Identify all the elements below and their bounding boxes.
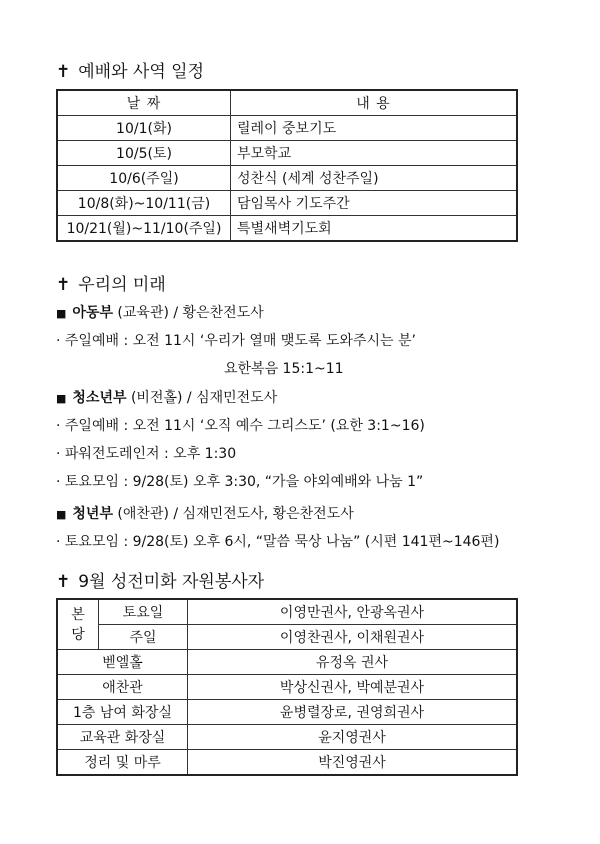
children-scripture-line: 요한복음 15:1~11 (224, 361, 344, 377)
place-cell: 1층 남여 화장실 (57, 700, 188, 725)
table-row (57, 725, 517, 750)
table-row (57, 700, 517, 725)
youth-saturday-line: · 토요모임 : 9/28(토) 오후 3:30, “가을 야외예배와 나눔 1” (56, 474, 424, 490)
table-row (57, 625, 517, 650)
place-cell: 교육관 화장실 (57, 725, 188, 750)
bondang-cell: 본 당 (57, 599, 99, 650)
section-title-schedule (56, 57, 204, 82)
table-header-row (57, 90, 517, 116)
group-name: 청년부 (72, 506, 113, 522)
table-row (57, 675, 517, 700)
row-date: 10/1(화) (57, 116, 231, 141)
row-date: 10/6(주일) (57, 166, 231, 191)
youth-worship-line: · 주일예배 : 오전 11시 ‘오직 예수 그리스도’ (요한 3:1~16) (56, 418, 425, 434)
names-cell: 박진영권사 (188, 750, 518, 776)
table-row (57, 216, 517, 242)
cross-icon: ✝ (56, 275, 71, 295)
row-date: 10/5(토) (57, 141, 231, 166)
place-cell: 정리 및 마루 (57, 750, 188, 776)
place-cell: 토요일 (99, 599, 188, 625)
young-adults-saturday-line: · 토요모임 : 9/28(토) 오후 6시, “말씀 묵상 나눔” (시편 141편~146편) (56, 534, 500, 550)
children-worship-line: · 주일예배 : 오전 11시 ‘우리가 열매 맺도록 도와주시는 분’ (56, 333, 416, 349)
group-detail: (교육관) / 황은찬전도사 (112, 305, 264, 321)
row-date: 10/21(월)~11/10(주일) (57, 216, 231, 242)
group-detail: (비전홀) / 심재민전도사 (126, 390, 278, 406)
row-content: 부모학교 (231, 141, 518, 166)
names-cell: 윤지영권사 (188, 725, 518, 750)
schedule-table (56, 89, 518, 242)
group-name: 아동부 (72, 305, 113, 321)
names-cell: 박상신권사, 박예분권사 (188, 675, 518, 700)
row-content: 성찬식 (세계 성찬주일) (231, 166, 518, 191)
header-date: 날 짜 (57, 90, 231, 116)
table-row (57, 599, 517, 625)
names-cell: 이영찬권사, 이채원권사 (188, 625, 518, 650)
place-cell: 벧엘홀 (57, 650, 188, 675)
group-name: 청소년부 (72, 390, 127, 406)
square-bullet-icon: ■ (56, 508, 67, 521)
square-bullet-icon: ■ (56, 392, 67, 405)
place-cell: 애찬관 (57, 675, 188, 700)
group-detail: (애찬관) / 심재민전도사, 황은찬전도사 (112, 506, 354, 522)
table-row (57, 191, 517, 216)
section-title-future (56, 270, 166, 295)
table-row (57, 650, 517, 675)
cross-icon: ✝ (56, 572, 71, 592)
place-cell: 주일 (99, 625, 188, 650)
table-row (57, 166, 517, 191)
group-young-adults (56, 503, 354, 523)
names-cell: 윤병렬장로, 권영희권사 (188, 700, 518, 725)
names-cell: 유정옥 권사 (188, 650, 518, 675)
names-cell: 이영만권사, 안광옥권사 (188, 599, 518, 625)
table-row (57, 750, 517, 776)
volunteer-table (56, 598, 518, 776)
row-content: 릴레이 중보기도 (231, 116, 518, 141)
cross-icon: ✝ (56, 62, 71, 82)
group-youth (56, 387, 277, 407)
section-title-volunteers (56, 567, 264, 592)
header-content: 내 용 (231, 90, 518, 116)
section-title-text: 우리의 미래 (78, 275, 166, 295)
row-content: 특별새벽기도회 (231, 216, 518, 242)
table-row (57, 116, 517, 141)
group-children (56, 302, 264, 322)
square-bullet-icon: ■ (56, 307, 67, 320)
youth-power-line: · 파워전도레인저 : 오후 1:30 (56, 446, 237, 462)
row-content: 담임목사 기도주간 (231, 191, 518, 216)
row-date: 10/8(화)~10/11(금) (57, 191, 231, 216)
table-row (57, 141, 517, 166)
section-title-text: 9월 성전미화 자원봉사자 (78, 572, 265, 592)
section-title-text: 예배와 사역 일정 (78, 62, 205, 82)
